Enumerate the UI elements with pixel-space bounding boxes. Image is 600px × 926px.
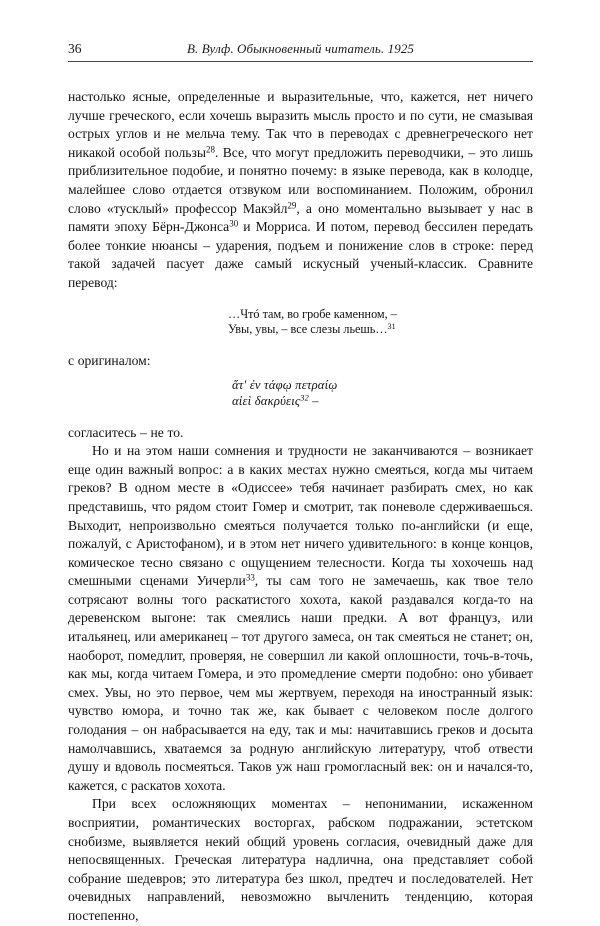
page-number: 36 xyxy=(68,41,82,56)
paragraph-text-part: настолько ясные, определенные и выразительные, что, кажется, нет ничего лучше греческого, если хочешь выразить мысль просто и по сути, не смазывая острых углов и не мельча тему. Так что в переводах с древнегреческого нет никакой особой пользы xyxy=(68,89,533,160)
verse-line xyxy=(228,322,533,337)
verse-line-text: Увы, увы, – все слезы льешь… xyxy=(228,321,388,336)
running-head xyxy=(68,40,533,62)
verse-quote-russian xyxy=(68,307,533,338)
header-rule xyxy=(68,61,533,62)
verse-line xyxy=(232,394,533,410)
footnote-ref-31[interactable]: 31 xyxy=(387,321,396,331)
running-head-title: В. Вулф. Обыкновенный читатель. 1925 xyxy=(186,41,415,56)
verse-line-tail: – xyxy=(308,393,319,408)
verse-line: …Чтó там, во гробе каменном, – xyxy=(228,306,397,321)
footnote-ref-33[interactable]: 33 xyxy=(245,572,255,583)
page-content xyxy=(68,40,533,926)
footnote-ref-30[interactable]: 30 xyxy=(229,218,239,229)
paragraph-text-part: . Все, что могут предложить переводчики, – это лишь приблизительное подобие, и понятно почему: в языке перевода, как в колодце, малейшее слово отдается отзвуком или воспоминанием. Положим, обронил слово «тусклый» профессор Макэйл xyxy=(68,144,533,216)
paragraph-continued xyxy=(68,88,533,293)
paragraph-text-part: и Морриса. И потом, перевод бессилен передать более тонкие нюансы – ударения, подъем и понижение слов в строке: перед такой задачей пасует даже самый искусный ученый-классик. Сравните перевод: xyxy=(68,219,533,290)
paragraph-text-part: Но и на этом наши сомнения и трудности не заканчиваются – возникает еще один важный вопрос: а в каких местах нужно смеяться, когда мы читаем греков? В одном месте в «Одиссее» тебя начинает разбирать смех, но как представишь, что рядом стоит Гомер и смотрит, так поневоле сдерживаешься. Выходит, непроизвольно смеяться получается только по-английски (и еще, пожалуй, с Аристофаном), и в этом нет ничего удивительного: в конце концов, комическое тесно связано с ощущением телесности. Когда ты хохочешь над смешными сценами Уичерли xyxy=(68,443,533,589)
lead-in-agree: согласитесь – не то. xyxy=(68,424,184,440)
paragraph-text-part: , ты сам того не замечаешь, как твое тело сотрясают волны того раскатистого хохота, какой раздавался когда-то на деревенском выгоне: так смеялись наши предки. А вот француз, или итальянец, или американец – тот другого замеса, он так смеяться не станет; он, наоборот, помедлит, проверяя, не совершил ли какой оплошности, точь-в-точь, как мы, когда читаем Гомера, и это промедление смерти подобно: оно убивает смех. Увы, но это первое, чем мы жертвуем, переходя на иностранный язык: чувство юмора, и точно так же, как бывает с человеком после долгого голодания – он набрасывается на еду, так и мы: начитавшись греков и досыта намолчавшись, хватаемся за родную английскую литературу, чтоб отвести душу и вдоволь посмеяться. Таков уж наш громогласный век: он и начался-то, кажется, с раскатов хохота. xyxy=(68,573,533,793)
footnote-ref-32[interactable]: 32 xyxy=(300,393,309,403)
verse-line: ἅτ' ἐν τάφῳ πετραίῳ xyxy=(232,377,338,392)
footnote-ref-28[interactable]: 28 xyxy=(206,144,215,155)
verse-line-text: αἰεὶ δακρύεις xyxy=(232,393,301,408)
paragraph-text-part: , а оно моментально вызывает у нас в памяти эпоху Бёрн-Джонса xyxy=(68,200,533,235)
verse-quote-greek xyxy=(68,378,533,410)
body-text xyxy=(68,88,533,926)
lead-in-original: с оригиналом: xyxy=(68,353,151,369)
paragraph-three: При всех осложняющих моментах – непонимании, искаженном восприятии, романтических восторгах, рабском подражании, эстетском снобизме, выявляется некий общий уровень согласия, очевидный даже для непосвященных. Греческая литература надлична, она представляет собой собрание шедевров; это литература без школ, предтеч и последователей. Нет очевидных направлений, невозможно вычленить тенденцию, которая постепенно, xyxy=(68,796,533,923)
footnote-ref-29[interactable]: 29 xyxy=(287,199,297,210)
paragraph-two xyxy=(68,442,533,795)
